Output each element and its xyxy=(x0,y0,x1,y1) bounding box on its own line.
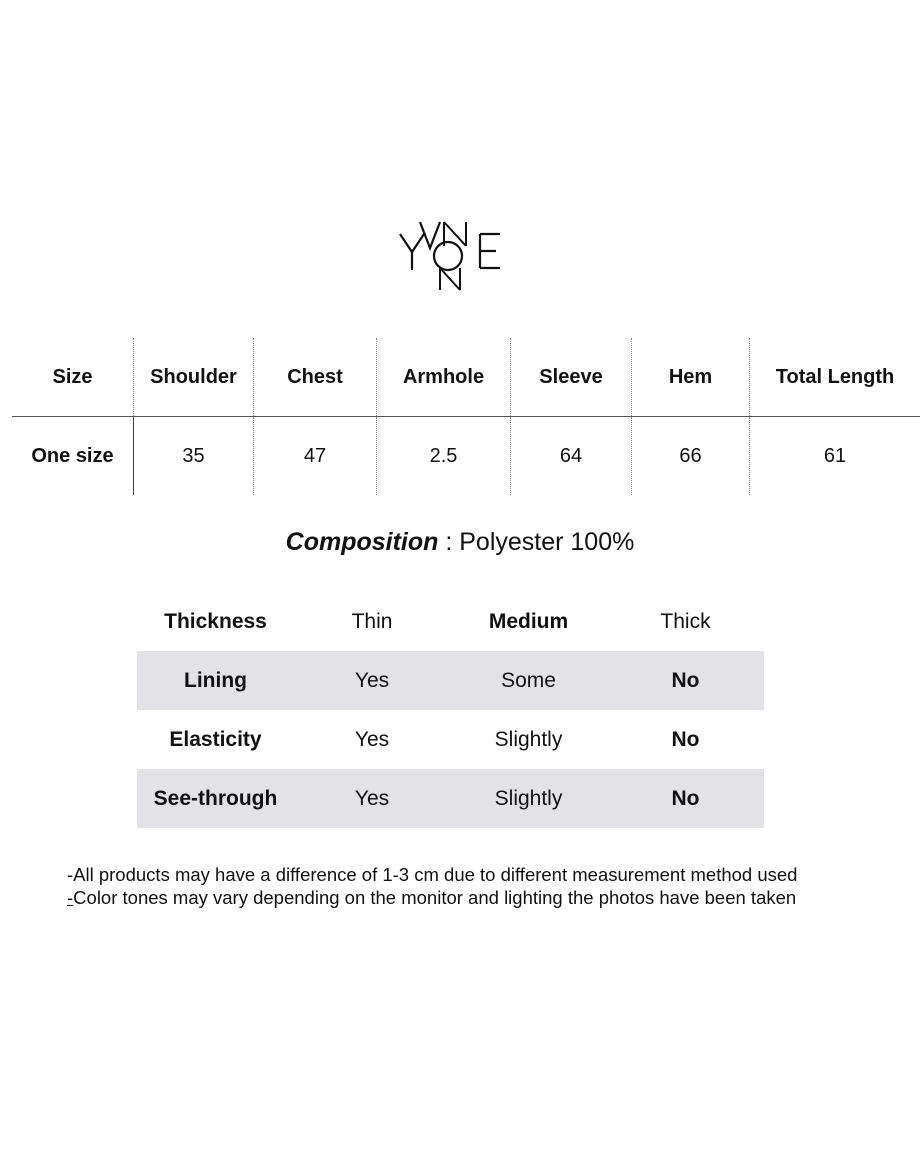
properties-row-thickness xyxy=(137,592,764,651)
property-option: Slightly xyxy=(494,786,563,810)
composition-separator: : xyxy=(438,528,460,556)
properties-row-see-through xyxy=(137,769,764,828)
property-label: Thickness xyxy=(164,609,267,633)
property-option: Slightly xyxy=(494,727,563,751)
property-label: Elasticity xyxy=(169,727,262,751)
size-table-row xyxy=(12,417,920,495)
size-header-size: Size xyxy=(12,338,134,416)
size-cell-size: One size xyxy=(12,417,134,495)
size-cell-sleeve: 64 xyxy=(511,417,632,495)
size-cell-chest: 47 xyxy=(254,417,377,495)
composition-label: Composition xyxy=(285,528,439,556)
property-option: Some xyxy=(501,668,556,692)
size-cell-armhole: 2.5 xyxy=(377,417,511,495)
size-header-chest: Chest xyxy=(254,338,377,416)
property-option-selected: Medium xyxy=(488,609,569,633)
size-header-shoulder: Shoulder xyxy=(134,338,254,416)
property-option: Thick xyxy=(660,609,711,633)
size-header-armhole: Armhole xyxy=(377,338,511,416)
note-line-2-text: Color tones may vary depending on the monitor and lighting the photos have been taken xyxy=(73,887,797,908)
property-option: Yes xyxy=(354,727,390,751)
properties-table xyxy=(137,592,764,828)
property-option: Thin xyxy=(351,609,393,633)
property-option-selected: No xyxy=(671,668,700,692)
property-label: See-through xyxy=(153,786,278,810)
property-option-selected: No xyxy=(671,727,700,751)
property-option: Yes xyxy=(354,786,390,810)
size-header-sleeve: Sleeve xyxy=(511,338,632,416)
composition-line xyxy=(0,528,920,557)
note-line-2 xyxy=(67,886,797,909)
disclaimer-notes xyxy=(67,863,797,909)
size-cell-total-length: 61 xyxy=(823,444,847,467)
property-option: Yes xyxy=(354,668,390,692)
size-cell-hem: 66 xyxy=(632,417,750,495)
brand-logo-mark xyxy=(392,218,512,294)
composition-value: Polyester 100% xyxy=(459,528,635,556)
size-header-total-length: Total Length xyxy=(775,365,895,388)
note-line-1: -All products may have a difference of 1-3 cm due to different measurement method used xyxy=(67,864,798,885)
brand-logo xyxy=(392,218,512,294)
property-option-selected: No xyxy=(671,786,700,810)
note-line-2-dash: - xyxy=(67,887,74,908)
property-label: Lining xyxy=(184,668,247,692)
properties-row-lining xyxy=(137,651,764,710)
size-cell-shoulder: 35 xyxy=(134,417,254,495)
size-table xyxy=(12,338,920,495)
size-header-hem: Hem xyxy=(632,338,750,416)
properties-row-elasticity xyxy=(137,710,764,769)
size-table-header-row xyxy=(12,338,920,417)
